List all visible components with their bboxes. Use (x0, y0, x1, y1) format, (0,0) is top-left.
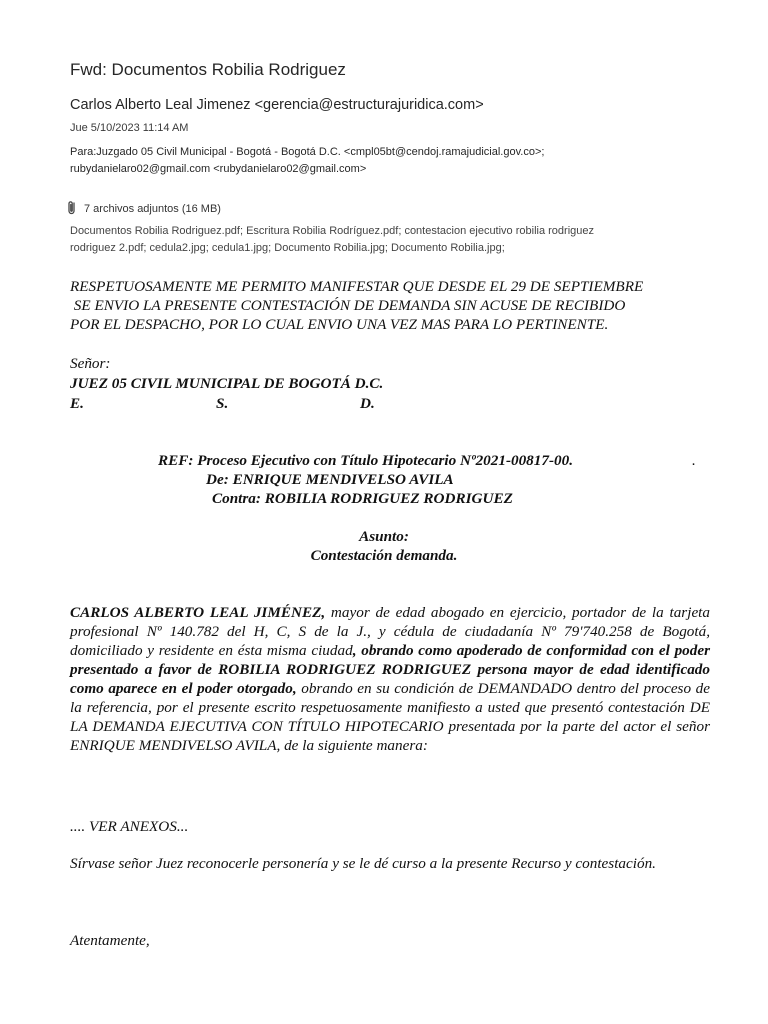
intro-line: SE ENVIO LA PRESENTE CONTESTACIÓN DE DEMANDA SIN ACUSE DE RECIBIDO (70, 297, 626, 314)
reference-defendant: Contra: ROBILIA RODRIGUEZ RODRIGUEZ (212, 490, 513, 507)
intro-line: POR EL DESPACHO, POR LO CUAL ENVIO UNA VEZ MAS PARA LO PERTINENTE. (70, 316, 609, 333)
intro-paragraph (70, 277, 710, 334)
recipient-line: Para:Juzgado 05 Civil Municipal - Bogotá - Bogotá D.C. <cmpl05bt@cendoj.ramajudicial.gov.co>; (70, 146, 545, 158)
attachments-count: 7 archivos adjuntos (16 MB) (84, 203, 221, 215)
ver-anexos: .... VER ANEXOS... (70, 818, 189, 835)
body-bold-text: , obrando como apoderado de conformidad con el poder presentado a favor de ROBILIA RODRIGUEZ RODRIGUEZ persona mayor de edad identificado como aparece en el poder otorgado, (70, 642, 710, 697)
body-text: mayor de edad abogado en ejercicio, portador de la tarjeta profesional Nº 140.782 del H, C, S de la J., y cédula de ciudadanía Nº 79'740.258 de Bogotá, domiciliado y residente en ésta misma ciudad (70, 604, 710, 659)
attachment-names: Documentos Robilia Rodriguez.pdf; Escritura Robilia Rodríguez.pdf; contestacion ejecutivo robilia rodriguez (70, 225, 594, 237)
addressee: JUEZ 05 CIVIL MUNICIPAL DE BOGOTÁ D.C. (70, 375, 384, 392)
email-sender[interactable]: Carlos Alberto Leal Jimenez <gerencia@estructurajuridica.com> (70, 97, 484, 113)
paperclip-icon (66, 200, 78, 218)
esd-e: E. (70, 395, 84, 412)
reference-dot: . (692, 452, 696, 469)
email-recipients[interactable] (70, 144, 710, 178)
esd-d: D. (360, 395, 375, 412)
email-date: Jue 5/10/2023 11:14 AM (70, 122, 189, 134)
reference-process: REF: Proceso Ejecutivo con Título Hipotecario Nº2021-00817-00. (158, 452, 574, 469)
body-paragraph (70, 603, 710, 755)
email-subject: Fwd: Documentos Robilia Rodriguez (70, 60, 346, 79)
closing-request: Sírvase señor Juez reconocerle personería y se le dé curso a la presente Recurso y contestación. (70, 855, 656, 872)
body-text: obrando en su condición de DEMANDADO dentro del proceso de la referencia, por el presente escrito respetuosamente manifiesto a usted que presentó contestación DE LA DEMANDA EJECUTIVA CON TÍTULO HIPOTECARIO presentada por la parte del actor el señor ENRIQUE MENDIVELSO AVILA, de la siguiente manera: (70, 680, 710, 754)
intro-line: RESPETUOSAMENTE ME PERMITO MANIFESTAR QUE DESDE EL 29 DE SEPTIEMBRE (70, 278, 644, 295)
recipient-line: rubydanielaro02@gmail.com <rubydanielaro02@gmail.com> (70, 163, 367, 175)
attachment-names: rodriguez 2.pdf; cedula2.jpg; cedula1.jpg; Documento Robilia.jpg; Documento Robilia.jpg; (70, 242, 505, 254)
sign-off: Atentamente, (70, 932, 150, 949)
attachments-summary[interactable] (66, 200, 221, 218)
asunto-label: Asunto: (359, 528, 409, 545)
asunto-value: Contestación demanda. (310, 547, 458, 564)
attachments-list[interactable] (70, 223, 690, 257)
salutation: Señor: (70, 355, 111, 372)
reference-plaintiff: De: ENRIQUE MENDIVELSO AVILA (206, 471, 454, 488)
lawyer-name: CARLOS ALBERTO LEAL JIMÉNEZ, (70, 604, 326, 621)
esd-s: S. (216, 395, 229, 412)
